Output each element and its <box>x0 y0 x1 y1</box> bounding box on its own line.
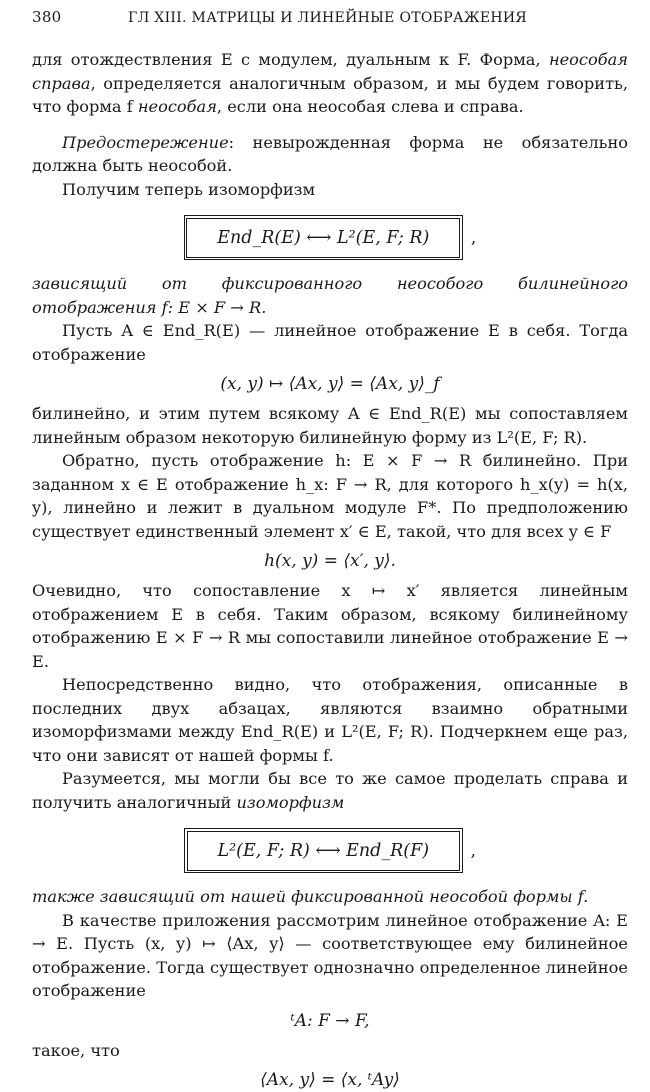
paragraph-depending-on-f: зависящий от фиксированного неособого билинейного отображения f: E × F → R. <box>32 274 628 317</box>
formula-bilinear-map: (x, y) ↦ ⟨Ax, y⟩ = ⟨Ax, y⟩_f <box>220 374 440 394</box>
paragraph-of-course <box>32 767 628 814</box>
p1-term-nonsingular-right: неособая справа <box>32 50 628 93</box>
box-comma-2: , <box>470 840 476 861</box>
paragraph-nonsingular-right <box>32 48 628 119</box>
paragraph-such-that: такое, что <box>32 1040 120 1060</box>
box-formula-2: L²(E, F; R) ⟷ End_R(F) <box>187 831 461 871</box>
paragraph-also-depending: также зависящий от нашей фиксированной неособой формы f. <box>32 887 589 906</box>
warning-term: Предостережение <box>62 132 229 152</box>
p1-text-a: для отождествления E с модулем, дуальным к F. Форма, <box>32 50 549 69</box>
box-outer-1 <box>184 215 463 260</box>
p1-text-c: , определяется аналогичным образом, и мы будем говорить, что форма f <box>32 73 628 116</box>
paragraph-obviously: Очевидно, что сопоставление x ↦ x′ является линейным отображением E в себя. Таким образом, всякому билинейному отображению E × F → R мы сопоставили линейное отображение E → E. <box>32 581 628 671</box>
p1-term-nonsingular: неособая <box>137 97 217 116</box>
p10-text-a: Разумеется, мы могли бы все то же самое проделать справа и получить аналогичный <box>32 769 628 812</box>
paragraph-directly-seen: Непосредственно видно, что отображения, описанные в последних двух абзацах, являются взаимно обратными изоморфизмами между End_R(E) и L²(E, F; R). Подчеркнем еще раз, что они зависят от нашей формы f. <box>32 675 628 765</box>
p1-text-e: , если она неособая слева и справа. <box>216 97 524 116</box>
paragraph-application: В качестве приложения рассмотрим линейное отображение A: E → E. Пусть (x, y) ↦ ⟨Ax, y⟩ — соответствующее ему билинейное отображение. Тогда существует однозначно определенное линейное отображение <box>32 910 628 1000</box>
boxed-formula-1 <box>32 215 628 260</box>
paragraph-conversely: Обратно, пусть отображение h: E × F → R билинейно. При заданном x ∈ E отображение h_x: F → R, для которого h_x(y) = h(x, y), линейно и лежит в дуальном модуле F*. По предположению существует единственный элемент x′ ∈ E, такой, что для всех y ∈ F <box>32 451 628 541</box>
formula-h: h(x, y) = ⟨x′, y⟩. <box>264 551 396 571</box>
paragraph-let-A: Пусть A ∈ End_R(E) — линейное отображение E в себя. Тогда отображение <box>32 321 628 364</box>
paragraph-warning <box>32 131 628 178</box>
formula-adjoint: ⟨Ax, y⟩ = ⟨x, ᵗAy⟩ <box>260 1070 400 1090</box>
paragraph-isomorphism-intro: Получим теперь изоморфизм <box>62 179 316 199</box>
p10-term-isomorphism: изоморфизм <box>236 792 345 812</box>
box-comma-1: , <box>470 227 477 248</box>
running-title: ГЛ XIII. МАТРИЦЫ И ЛИНЕЙНЫЕ ОТОБРАЖЕНИЯ <box>128 10 528 26</box>
page-number: 380 <box>32 8 62 26</box>
running-header <box>32 8 628 38</box>
boxed-formula-2 <box>32 828 628 873</box>
box-formula-1: End_R(E) ⟷ L²(E, F; R) <box>186 218 460 258</box>
paragraph-bilinear: билинейно, и этим путем всякому A ∈ End_R(E) мы сопоставляем линейным образом некоторую билинейную форму из L²(E, F; R). <box>32 404 628 447</box>
warning-text: : невырожденная форма не обязательно должна быть неособой. <box>32 132 628 175</box>
formula-transpose: ᵗA: F → F, <box>290 1010 370 1031</box>
box-outer-2 <box>184 828 463 873</box>
